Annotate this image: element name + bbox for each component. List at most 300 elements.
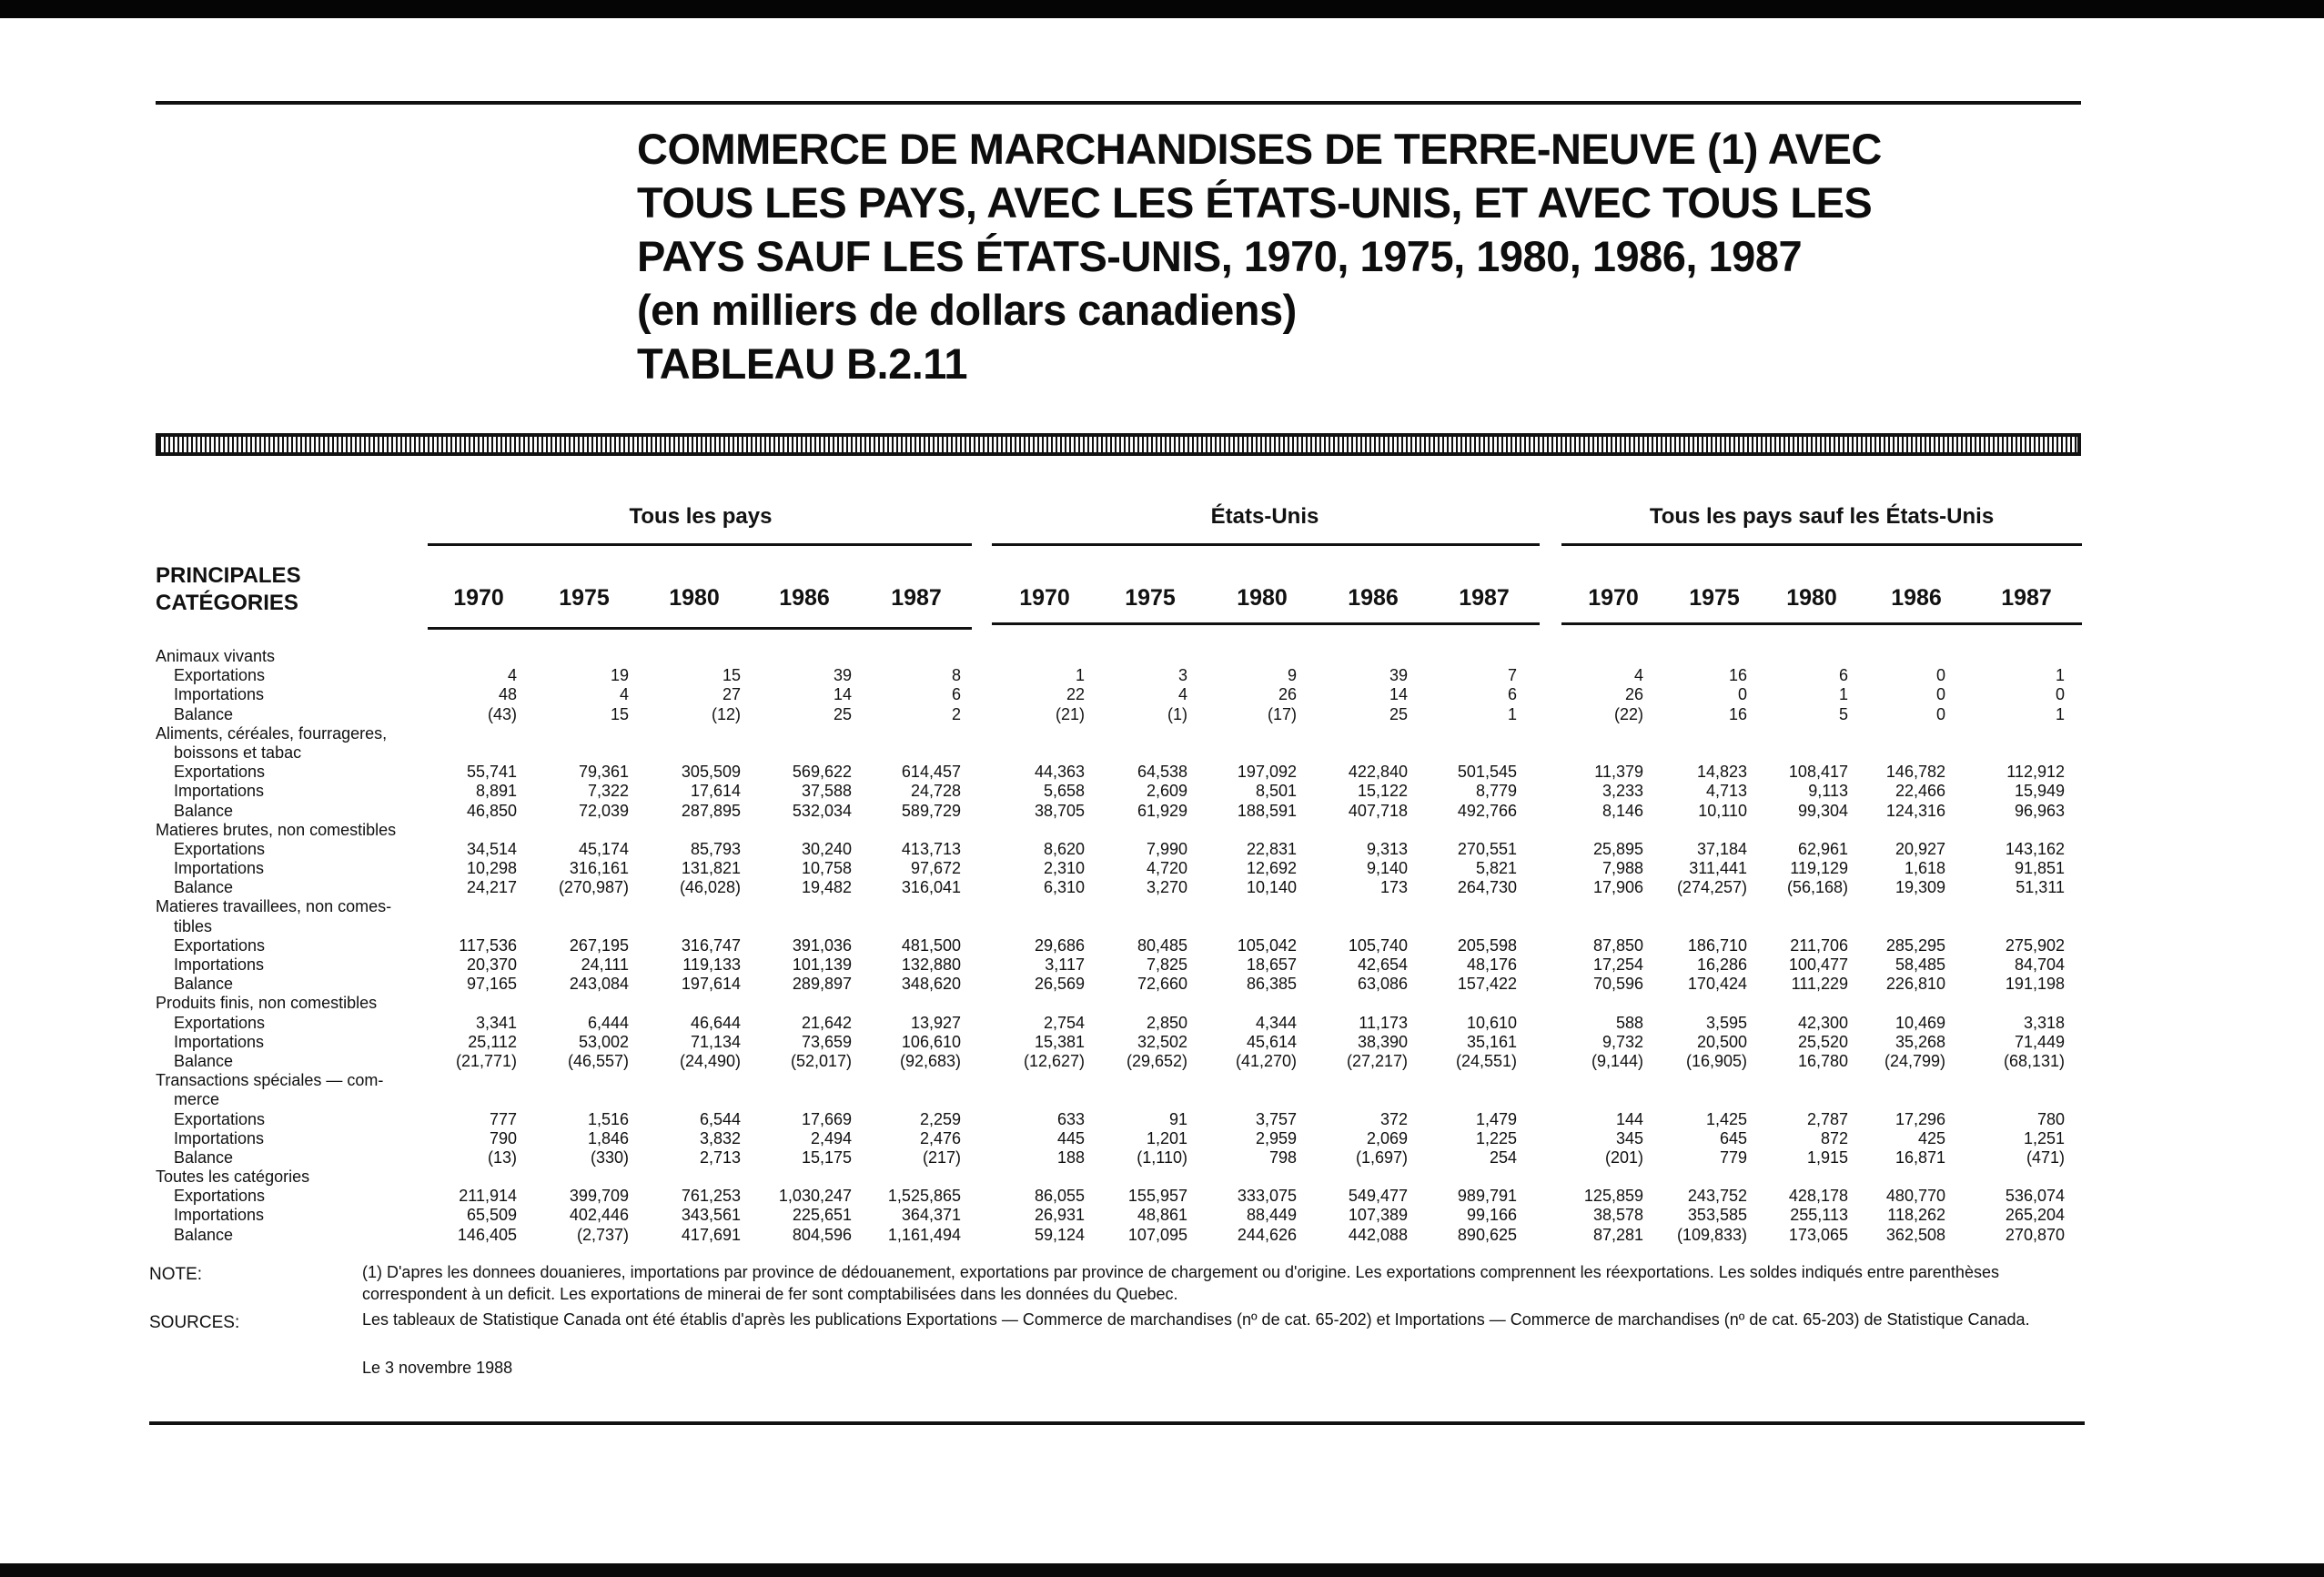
table-cell: 254 [1489,1147,1517,1167]
table-cell: 25,520 [1797,1032,1848,1051]
title-line: PAYS SAUF LES ÉTATS-UNIS, 1970, 1975, 1980, 1986, 1987 [637,232,1803,280]
table-cell: 316,161 [569,859,629,878]
table-cell: 761,253 [681,1187,741,1206]
table-row [156,1090,2085,1109]
table-cell: 48,176 [1466,955,1517,974]
document-title [637,122,2093,390]
table-cell: 119,129 [1790,859,1848,878]
decorative-pattern-bar [156,433,2081,456]
table-cell: 614,457 [901,763,961,782]
table-cell: 86,385 [1246,975,1297,994]
table-cell: 30,240 [801,839,852,858]
table-cell: 53,002 [578,1032,629,1051]
table-cell: 19,309 [1895,878,1945,897]
table-cell: 96,963 [2014,801,2065,820]
year-header: 1980 [669,585,720,611]
table-cell: 39 [1389,666,1408,685]
table-cell: 2 [951,704,961,723]
table-cell: 2,259 [919,1109,961,1128]
row-label: Exportations [174,1187,266,1206]
table-cell: 536,074 [2005,1187,2065,1206]
table-cell: 13,927 [910,1013,961,1032]
scan-border-bottom [0,1563,2324,1577]
table-cell: 8,501 [1255,782,1297,801]
table-cell: 0 [1935,704,1945,723]
table-cell: 244,626 [1237,1225,1297,1244]
table-cell: 413,713 [901,839,961,858]
year-header: 1986 [1348,585,1399,611]
table-cell: 37,588 [801,782,852,801]
table-cell: 25,112 [468,1032,517,1051]
table-cell: 1 [2055,666,2065,685]
table-cell: 37,184 [1696,839,1747,858]
table-cell: 569,622 [792,763,852,782]
table-cell: 16,871 [1895,1147,1945,1167]
table-cell: 2,310 [1043,859,1085,878]
table-cell: 61,929 [1137,801,1187,820]
table-cell: 51,311 [2016,878,2065,897]
table-cell: 99,304 [1797,801,1848,820]
table-cell: 48,861 [1137,1206,1187,1225]
table-cell: 492,766 [1457,801,1517,820]
table-cell: 42,300 [1797,1013,1848,1032]
table-cell: 6,544 [699,1109,741,1128]
table-cell: (9,144) [1591,1051,1643,1070]
table-cell: 10,610 [1466,1013,1517,1032]
table-cell: 3,341 [475,1013,517,1032]
table-cell: (56,168) [1786,878,1848,897]
table-cell: 91,851 [2014,859,2065,878]
table-cell: (2,737) [576,1225,629,1244]
table-cell: 125,859 [1583,1187,1643,1206]
table-cell: 9,140 [1366,859,1408,878]
table-cell: 6 [951,685,961,704]
table-cell: 316,041 [901,878,961,897]
table-cell: 790 [489,1128,517,1147]
table-cell: (1,697) [1355,1147,1408,1167]
table-cell: 17,296 [1895,1109,1945,1128]
table-cell: 173 [1379,878,1408,897]
table-cell: 0 [1935,685,1945,704]
row-label: Importations [174,1032,265,1051]
table-cell: 226,810 [1885,975,1945,994]
table-cell: 205,598 [1457,935,1517,955]
table-cell: 107,389 [1348,1206,1408,1225]
table-cell: 108,417 [1788,763,1848,782]
table-cell: 779 [1719,1147,1747,1167]
table-cell: 188 [1056,1147,1085,1167]
table-cell: (68,131) [2003,1051,2065,1070]
header-rule-united-states [992,622,1540,625]
document-date: Le 3 novembre 1988 [362,1359,513,1377]
table-cell: 21,642 [801,1013,852,1032]
table-cell: 3,832 [699,1128,741,1147]
year-header: 1975 [1125,585,1176,611]
table-cell: 211,914 [459,1187,517,1206]
table-cell: 364,371 [901,1206,961,1225]
table-cell: 3 [1177,666,1187,685]
table-cell: (24,490) [679,1051,741,1070]
table-cell: 645 [1719,1128,1747,1147]
category-row [156,1168,2085,1187]
year-header: 1975 [559,585,610,611]
table-cell: 1 [1507,704,1517,723]
category-label: Animaux vivants [156,647,276,665]
table-cell: 38,578 [1592,1206,1643,1225]
row-label: Balance [174,1147,234,1167]
table-cell: 2,476 [919,1128,961,1147]
table-cell: 343,561 [681,1206,741,1225]
table-cell: 111,229 [1791,975,1848,994]
table-cell: 362,508 [1885,1225,1945,1244]
table-cell: 105,740 [1348,935,1408,955]
table-cell: 55,741 [466,763,517,782]
table-cell: (22) [1613,704,1643,723]
title-line: (en milliers de dollars canadiens) [637,286,1297,334]
table-cell: 10,140 [1246,878,1297,897]
table-cell: 7,990 [1146,839,1187,858]
table-cell: 8,891 [475,782,517,801]
table-cell: 333,075 [1237,1187,1297,1206]
table-cell: 42,654 [1357,955,1408,974]
table-cell: 8,620 [1043,839,1085,858]
table-cell: (330) [590,1147,629,1167]
table-row [156,666,2085,685]
row-label: Balance [174,1051,234,1070]
table-cell: 3,318 [2023,1013,2065,1032]
table-cell: 146,405 [457,1225,517,1244]
row-label: Balance [174,801,234,820]
table-row [156,1148,2085,1168]
table-cell: 407,718 [1348,801,1408,820]
table-cell: 3,757 [1255,1109,1297,1128]
group-title-united-states: États-Unis [1210,504,1319,529]
table-cell: 287,895 [681,801,741,820]
table-cell: 97,165 [466,975,517,994]
table-cell: 589,729 [901,801,961,820]
row-label: Exportations [174,666,266,685]
table-cell: 25 [833,704,852,723]
category-label: Transactions spéciales — com- [156,1071,384,1090]
table-cell: 59,124 [1034,1225,1085,1244]
table-cell: 26 [1624,685,1643,704]
table-cell: 97,672 [910,859,961,878]
table-row [156,802,2085,821]
table-cell: (46,028) [679,878,741,897]
table-cell: 16 [1728,666,1747,685]
table-cell: 91 [1168,1109,1187,1128]
table-cell: (43) [487,704,517,723]
table-cell: 1,516 [587,1109,629,1128]
table-cell: 417,691 [681,1225,741,1244]
table-cell: (52,017) [790,1051,852,1070]
table-row [156,955,2085,975]
year-header: 1975 [1689,585,1740,611]
table-cell: 5,821 [1475,859,1517,878]
row-label: Balance [174,704,234,723]
table-cell: 316,747 [681,935,741,955]
row-label: Exportations [174,839,266,858]
table-cell: 124,316 [1885,801,1945,820]
table-row [156,1110,2085,1129]
table-cell: 1,251 [2023,1128,2065,1147]
table-cell: 1,618 [1904,859,1945,878]
table-cell: 7,322 [587,782,629,801]
year-header: 1987 [2001,585,2052,611]
table-cell: 17,669 [801,1109,852,1128]
row-label: tibles [174,916,213,935]
table-cell: 9,313 [1366,839,1408,858]
table-cell: 99,166 [1466,1206,1517,1225]
table-row [156,763,2085,782]
table-cell: (21,771) [455,1051,517,1070]
table-cell: 10,469 [1895,1013,1945,1032]
table-cell: 4,344 [1255,1013,1297,1032]
table-cell: 8,146 [1602,801,1643,820]
table-cell: 7,825 [1146,955,1187,974]
table-cell: (17) [1267,704,1297,723]
table-row [156,1033,2085,1052]
row-label: Balance [174,878,234,897]
table-cell: 425 [1917,1128,1945,1147]
table-cell: 12,692 [1246,859,1297,878]
table-cell: 305,509 [681,763,741,782]
table-cell: 3,233 [1602,782,1643,801]
table-cell: (270,987) [558,878,629,897]
table-cell: 15,175 [801,1147,852,1167]
table-cell: 24,217 [466,878,517,897]
table-cell: 8 [951,666,961,685]
table-cell: (46,557) [567,1051,629,1070]
table-cell: 14 [833,685,852,704]
table-cell: 10,110 [1698,801,1747,820]
table-cell: 18,657 [1246,955,1297,974]
table-cell: (201) [1604,1147,1643,1167]
row-label: merce [174,1090,220,1109]
table-cell: 225,651 [792,1206,852,1225]
table-cell: 105,042 [1237,935,1297,955]
year-header: 1986 [1891,585,1942,611]
table-cell: 890,625 [1457,1225,1517,1244]
table-cell: 2,787 [1806,1109,1848,1128]
table-cell: 38,705 [1034,801,1085,820]
table-cell: 0 [2055,685,2065,704]
table-cell: (92,683) [899,1051,961,1070]
row-label: boissons et tabac [174,743,302,762]
table-cell: 1,201 [1146,1128,1187,1147]
table-row [156,685,2085,704]
row-label: Importations [174,859,265,878]
table-cell: (274,257) [1676,878,1747,897]
year-header: 1970 [1019,585,1070,611]
row-label: Importations [174,782,265,801]
table-cell: (12) [711,704,741,723]
scan-border-top [0,0,2324,18]
table-row [156,743,2085,763]
table-cell: 146,782 [1885,763,1945,782]
table-cell: 255,113 [1790,1206,1848,1225]
table-cell: 100,477 [1788,955,1848,974]
table-cell: 549,477 [1348,1187,1408,1206]
table-cell: 4 [1177,685,1187,704]
table-row [156,840,2085,859]
table-cell: 777 [489,1109,517,1128]
category-label: Aliments, céréales, fourrageres, [156,723,388,743]
table-row [156,1129,2085,1148]
table-cell: 71,449 [2014,1032,2065,1051]
table-cell: 11,379 [1594,763,1643,782]
table-cell: 29,686 [1034,935,1085,955]
table-cell: 2,754 [1043,1013,1085,1032]
table-cell: 32,502 [1137,1032,1187,1051]
table-row [156,782,2085,801]
table-cell: 15,381 [1034,1032,1085,1051]
table-cell: 87,850 [1592,935,1643,955]
table-cell: 6,444 [587,1013,629,1032]
table-cell: 88,449 [1246,1206,1297,1225]
table-cell: 64,538 [1137,763,1187,782]
table-cell: 4,713 [1705,782,1747,801]
trade-table-body [156,647,2085,1245]
table-cell: 311,441 [1689,859,1747,878]
table-cell: 101,139 [792,955,852,974]
row-label: Exportations [174,1013,266,1032]
table-cell: 5,658 [1043,782,1085,801]
table-cell: 1 [2055,704,2065,723]
year-header: 1980 [1237,585,1288,611]
year-header: 1987 [1459,585,1510,611]
table-cell: (109,833) [1676,1225,1747,1244]
table-cell: 119,133 [682,955,741,974]
category-row [156,994,2085,1013]
table-row [156,1226,2085,1245]
table-cell: 872 [1820,1128,1848,1147]
table-cell: 46,850 [466,801,517,820]
table-cell: 267,195 [569,935,629,955]
table-cell: 15 [610,704,629,723]
table-cell: 4,720 [1146,859,1187,878]
table-cell: 48 [498,685,517,704]
table-cell: 26,569 [1034,975,1085,994]
table-cell: 173,065 [1788,1225,1848,1244]
table-cell: 265,204 [2005,1206,2065,1225]
table-cell: (24,799) [1884,1051,1945,1070]
table-cell: 9,113 [1808,782,1848,801]
table-cell: 7,988 [1602,859,1643,878]
table-cell: 132,880 [901,955,961,974]
table-row [156,1187,2085,1206]
year-header: 1970 [453,585,504,611]
table-cell: 264,730 [1457,878,1517,897]
table-cell: 20,927 [1895,839,1945,858]
category-header-line: CATÉGORIES [156,591,298,615]
table-cell: 22,466 [1895,782,1945,801]
table-cell: 24,111 [581,955,629,974]
category-row [156,647,2085,666]
table-cell: 243,084 [569,975,629,994]
table-row [156,1206,2085,1225]
table-cell: 3,595 [1705,1013,1747,1032]
table-cell: 112,912 [2006,763,2065,782]
table-cell: 3,270 [1146,878,1187,897]
note-label: NOTE: [149,1265,203,1284]
table-cell: 481,500 [901,935,961,955]
table-cell: 85,793 [690,839,741,858]
table-cell: 20,370 [466,955,517,974]
table-cell: 4 [1633,666,1643,685]
table-cell: 17,906 [1592,878,1643,897]
group-rule-all-except-us [1561,543,2082,546]
table-cell: 8,779 [1475,782,1517,801]
year-header: 1980 [1786,585,1837,611]
table-cell: 1,479 [1475,1109,1517,1128]
table-cell: 10,298 [466,859,517,878]
table-cell: 117,536 [459,935,517,955]
category-row [156,724,2085,743]
table-cell: 2,494 [810,1128,852,1147]
table-cell: 20,500 [1696,1032,1747,1051]
table-cell: (13) [487,1147,517,1167]
table-cell: 22,831 [1246,839,1297,858]
table-cell: 25 [1389,704,1408,723]
table-cell: 65,509 [466,1206,517,1225]
table-cell: 399,709 [569,1187,629,1206]
table-cell: 26 [1278,685,1297,704]
table-cell: 44,363 [1034,763,1085,782]
table-cell: 86,055 [1034,1187,1085,1206]
table-cell: 24,728 [910,782,961,801]
table-row [156,936,2085,955]
table-cell: 27 [722,685,741,704]
table-cell: (29,652) [1126,1051,1187,1070]
bottom-rule [149,1421,2085,1425]
group-title-all-countries: Tous les pays [629,504,773,529]
group-rule-united-states [992,543,1540,546]
table-cell: 197,614 [681,975,741,994]
table-cell: 501,545 [1457,763,1517,782]
row-label: Importations [174,1206,265,1225]
table-cell: 2,069 [1366,1128,1408,1147]
table-row [156,705,2085,724]
table-row [156,975,2085,994]
table-cell: (21) [1055,704,1085,723]
table-cell: 131,821 [681,859,741,878]
category-label: Toutes les catégories [156,1168,310,1187]
table-cell: 445 [1056,1128,1085,1147]
table-cell: 16 [1728,704,1747,723]
table-cell: 353,585 [1687,1206,1747,1225]
table-cell: 243,752 [1687,1187,1747,1206]
table-number: TABLEAU B.2.11 [637,339,967,388]
table-cell: 2,713 [699,1147,741,1167]
table-cell: 70,596 [1592,975,1643,994]
table-cell: 46,644 [690,1013,741,1032]
table-cell: 14,823 [1696,763,1747,782]
table-cell: 2,850 [1146,1013,1187,1032]
table-cell: 19 [610,666,629,685]
table-cell: 391,036 [792,935,852,955]
table-cell: 989,791 [1457,1187,1517,1206]
row-label: Exportations [174,935,266,955]
table-cell: 1,425 [1705,1109,1747,1128]
table-cell: 9,732 [1602,1032,1643,1051]
table-cell: 15,122 [1357,782,1408,801]
table-cell: 532,034 [792,801,852,820]
table-cell: 1,161,494 [887,1225,961,1244]
year-header: 1987 [891,585,942,611]
table-cell: 34,514 [466,839,517,858]
table-cell: (1) [1167,704,1187,723]
